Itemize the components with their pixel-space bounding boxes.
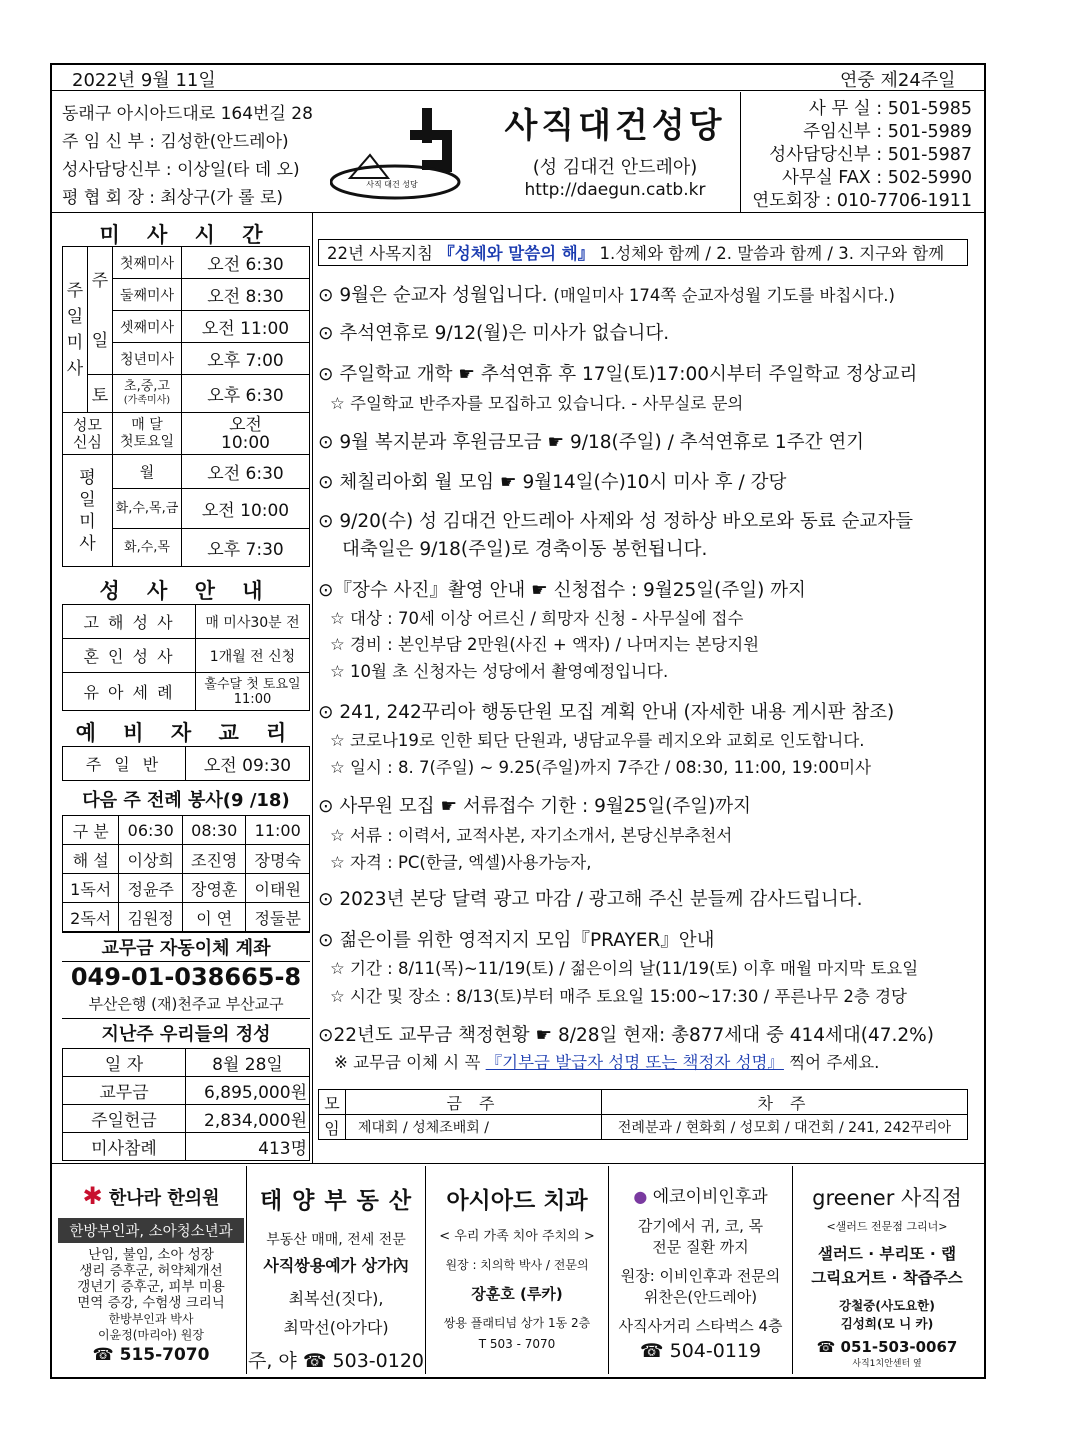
church-website[interactable]: http://daegun.catb.kr bbox=[524, 180, 706, 200]
saturday-label: 토 bbox=[88, 375, 113, 413]
mass-section-title: 미 사 시 간 bbox=[99, 223, 273, 247]
church-name: 사직대건성당 bbox=[504, 106, 726, 146]
notice-item: ⊙ 체칠리아회 월 모임 ☛ 9월14일(수)10시 미사 후 / 강당 bbox=[318, 472, 787, 493]
meeting-table: 모 금 주 차 주 임 제대회 / 성체조배회 / 전례분과 / 현화회 / 성모회 / 대건회 / 241, 242꾸리아 bbox=[318, 1089, 968, 1140]
notice-item: ⊙ 2023년 본당 달력 광고 마감 / 광고해 주신 분들께 감사드립니다. bbox=[318, 889, 863, 910]
transfer-title: 교무금 자동이체 계좌 bbox=[101, 938, 271, 959]
sacrament-table: 고 해 성 사 매 미사30분 전 혼 인 성 사 1개월 전 신청 유 아 세 례 홀수달 첫 토요일 11:00 bbox=[62, 604, 310, 711]
notice-item: ⊙ 9/20(수) 성 김대건 안드레아 사제와 성 정하상 바오로와 동료 순교자들 bbox=[318, 511, 913, 532]
sacrament-section-title: 성 사 안 내 bbox=[99, 579, 273, 603]
address-block: 동래구 아시아드대로 164번길 28 주 임 신 부 : 김성한(안드레아) 성사담당신부 : 이상일(타 데 오) 평 협 회 장 : 최상구(가 롤 로) bbox=[62, 104, 313, 208]
ad-eco-ent-clinic: ● 에코이비인후과 감기에서 귀, 코, 목 전문 질환 까지 원장: 이비인후과 전문의 위찬은(안드레아) 사직사거리 스타벅스 4층 ☎ 504-0119 bbox=[618, 1187, 783, 1362]
notice-item: ⊙ 사무원 모집 ☛ 서류접수 기한 : 9월25일(주일)까지 bbox=[318, 796, 752, 817]
ad-asiad-dental: 아시아드 치과 < 우리 가족 치아 주치의 > 원장 : 치의학 박사 / 전문의 장훈호 (루카) 쌍용 플래티넘 상가 1동 2층 T 503 - 7070 bbox=[439, 1188, 595, 1351]
svg-text:사직 대건 성당: 사직 대건 성당 bbox=[366, 180, 418, 189]
liturgical-week: 연중 제24주일 bbox=[840, 70, 956, 91]
catechumen-table: 주 일 반 오전 09:30 bbox=[62, 746, 310, 781]
offering-table: 일 자 8월 28일 교무금 6,895,000원 주일헌금 2,834,000원 미사참례 413명 bbox=[62, 1048, 310, 1161]
notice-item: ⊙22년도 교무금 책정현황 ☛ 8/28일 현재: 총877세대 중 414세대(47.2%) bbox=[318, 1025, 934, 1046]
notice-item: ⊙『장수 사진』촬영 안내 ☛ 신청접수 : 9월25일(주일) 까지 bbox=[318, 580, 806, 601]
notice-item: ⊙ 주일학교 개학 ☛ 추석연휴 후 17일(토)17:00시부터 주일학교 정상교리 bbox=[318, 364, 918, 385]
notice-item: ⊙ 9월은 순교자 성월입니다. (매일미사 174쪽 순교자성월 기도를 바칩시다.) bbox=[318, 285, 895, 306]
catechumen-title: 예 비 자 교 리 bbox=[75, 721, 297, 745]
notice-item: ⊙ 241, 242꾸리아 행동단원 모집 계획 안내 (자세한 내용 게시판 참조) bbox=[318, 702, 895, 723]
weekday-mass-label: 평 일 미 사 bbox=[63, 455, 113, 567]
transfer-bank: 부산은행 (재)천주교 부산교구 bbox=[88, 995, 284, 1013]
notice-item: ⊙ 추석연휴로 9/12(월)은 미사가 없습니다. bbox=[318, 323, 670, 344]
service-title: 다음 주 전례 봉사(9 /18) bbox=[82, 790, 290, 811]
pastoral-policy: 22년 사목지침 『성체와 말씀의 해』 1.성체와 함께 / 2. 말씀과 함께 / 3. 지구와 함께 bbox=[318, 239, 968, 266]
transfer-account: 049-01-038665-8 bbox=[70, 963, 302, 991]
clinic-logo-icon: ● bbox=[633, 1187, 648, 1206]
ad-taeyang-realty: 태 양 부 동 산 부동산 매매, 전세 전문 사직쌍용예가 상가內 최복선(짓다), 최막선(아가다) 주, 야 ☎ 503-0120 bbox=[248, 1188, 425, 1372]
church-patron: (성 김대건 안드레아) bbox=[532, 157, 698, 178]
mass-table: 주 일 미 사 주 일 첫째미사 오전 6:30 둘째미사 오전 8:30 셋째미사 오전 11:00 청년미사 오후 7:00 토 초,중,고 (가족미사) 오후 6:30 성모 신심 매 달 첫토요일 오전 10:00 평 일 미 사 월 오전 6:30 화,수,목,금 오전 10:00 화,수,목 오후 7:30 bbox=[62, 246, 310, 567]
bulletin-date: 2022년 9월 11일 bbox=[72, 70, 216, 91]
service-table: 구 분 06:30 08:30 11:00 해 설 이상희 조진영 장명숙 1독서 정윤주 장영훈 이태원 2독서 김원정 이 연 정둘분 bbox=[62, 815, 310, 932]
ad-greener-salad: greener 사직점 <샐러드 전문점 그리너> 샐러드 · 부리또 · 랩 그릭요거트 · 착즙주스 강철중(사도요한) 김성희(모 니 카) ☎ 051-503-0067 사직1치안센터 옆 bbox=[811, 1186, 963, 1369]
sunday-mass-label: 주 일 미 사 bbox=[63, 247, 88, 413]
notice-item: ⊙ 젊은이를 위한 영적지지 모임『PRAYER』안내 bbox=[318, 930, 715, 951]
church-logo bbox=[330, 100, 470, 208]
notice-item: ⊙ 9월 복지분과 후원금모금 ☛ 9/18(주일) / 추석연휴로 1주간 연기 bbox=[318, 432, 865, 453]
offering-title: 지난주 우리들의 정성 bbox=[101, 1024, 271, 1045]
star-logo-icon: ✱ bbox=[82, 1182, 103, 1210]
ad-hannara-clinic: ✱ 한나라 한의원 한방부인과, 소아청소년과 난임, 불임, 소아 성장 생리 증후군, 허약체개선 갱년기 증후군, 피부 미용 면역 증강, 수험생 크리닉 한방부인과 박사 이윤정(마리아) 원장 ☎ 515-7070 bbox=[58, 1168, 244, 1372]
contact-block: 사 무 실 : 501-5985 주임신부 : 501-5989 성사담당신부 : 501-5987 사무실 FAX : 502-5990 연도회장 : 010-7706-1911 bbox=[752, 99, 972, 211]
sunday-label: 주 일 bbox=[88, 247, 113, 375]
offering-note: ※ 교무금 이체 시 꼭 『기부금 발급자 성명 또는 책정자 성명』 찍어 주세요. bbox=[334, 1053, 880, 1072]
